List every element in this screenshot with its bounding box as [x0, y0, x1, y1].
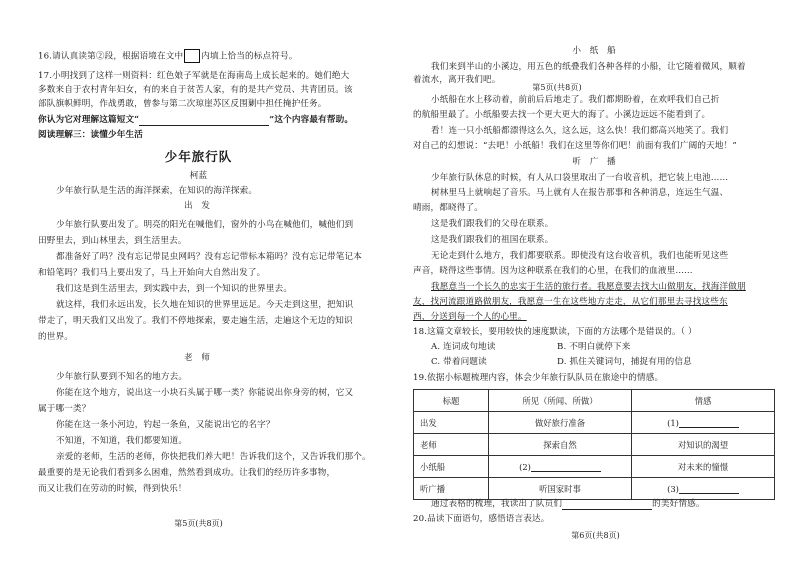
question-17-prompt	[38, 115, 353, 126]
paragraph-line: 你能在这一条小河边，钓起一条鱼，又能说出它的名字？	[56, 420, 275, 430]
paragraph-line: 着流水，离开我们吧。	[413, 75, 501, 85]
paragraph-line: 最重要的是无论我们看到多么困难，然然看到成功。让我们的经历许多事物，	[38, 468, 336, 478]
paragraph-line: 无论走到什么地方，我们都要联系。即使没有这台收音机，我们也能听见这些	[431, 251, 729, 261]
summary-text-end: 的美好情感。	[652, 499, 705, 509]
paragraph-line: 我们来到半山的小溪边，用五色的纸叠我们各种各样的小船，让它随着微风，顺着	[431, 62, 746, 72]
answer-blank[interactable]	[679, 427, 739, 428]
table-cell: 探索自然	[489, 434, 632, 456]
table-cell: 出发	[414, 412, 489, 434]
paragraph-line: 田野里去，到山林里去，到生活里去。	[38, 236, 187, 246]
table-cell: 听广播	[414, 478, 489, 500]
paragraph-line: 少年旅行队要到不知名的地方去。	[56, 372, 188, 382]
option-b[interactable]: B. 不明白就停下来	[557, 342, 631, 352]
table-cell: 老师	[414, 434, 489, 456]
table-header: 情感	[632, 390, 775, 412]
table-row	[414, 434, 775, 456]
question-17-line: 部队旗帜鲜明，作战勇敢，曾参与第二次琼崖苏区反围剿中担任掩护任务。	[38, 99, 327, 109]
paragraph-line: 都准备好了吗？没有忘记带昆虫网吗？没有忘记带标本箱吗？没有忘记带笔记本	[56, 252, 363, 262]
blank-label: (3)	[667, 483, 679, 494]
option-c[interactable]: C. 带着问题读	[431, 357, 487, 367]
mid-page-label: 第5页(共8页)	[532, 83, 582, 92]
underlined-line: 友，找河流跟道路做朋友，我愿意一生在这些地方走走，从它们那里去寻找这些东	[413, 297, 728, 307]
answer-blank[interactable]	[139, 125, 269, 126]
paragraph-line: 不知道，不知道，我们都要知道。	[56, 436, 188, 446]
emotion-table	[413, 389, 775, 500]
article-intro: 少年旅行队是生活的海洋探索，在知识的海洋探索。	[56, 186, 258, 196]
section-heading: 阅读理解三：读懂少年生活	[38, 130, 143, 140]
paragraph-line: 的世界。	[38, 332, 73, 342]
answer-blank[interactable]	[531, 471, 601, 472]
table-cell: 做好旅行准备	[489, 412, 632, 434]
answer-cell[interactable]	[632, 478, 775, 500]
option-a[interactable]: A. 连词成句地读	[431, 342, 496, 352]
subheading-paper-boat: 小 纸 船	[572, 46, 619, 56]
table-cell: 对知识的渴望	[632, 434, 775, 456]
paragraph-line: 属于哪一类？	[38, 404, 91, 414]
table-header-row	[414, 390, 775, 412]
table-cell: 小纸船	[414, 456, 489, 478]
answer-blank[interactable]	[679, 493, 739, 494]
table-cell: 听国家时事	[489, 478, 632, 500]
question-16-text-end: 内填上恰当的标点符号。	[201, 51, 298, 62]
answer-blank[interactable]	[562, 509, 652, 510]
question-17-prompt-text-end: ”这个内容最有帮助。	[269, 115, 354, 125]
article-title: 少年旅行队	[164, 149, 233, 164]
punctuation-box[interactable]	[184, 49, 200, 63]
paragraph-line: 晴雨，都晓得了。	[413, 203, 483, 213]
paragraph-line: 我们这是到生活里去，到实践中去，到一个知识的世界里去。	[56, 284, 293, 294]
paragraph-line: 这是我们跟我们的祖国在联系。	[431, 235, 554, 245]
table-cell: 对未来的憧憬	[632, 456, 775, 478]
paragraph-line: 声音，晓得这些事情。因为这种联系在我们的心里，在我们的血液里……	[413, 266, 693, 276]
question-16	[38, 49, 297, 63]
paragraph-line: 和铅笔吗？我们马上要出发了，马上开始向大自然出发了。	[38, 268, 266, 278]
paragraph-line: 小纸船在水上移动着，前前后后地走了。我们都期盼着，在欢呼我们自己折	[431, 95, 720, 105]
paragraph-line: 这是我们跟我们的父母在联系。	[431, 219, 554, 229]
question-16-text: 16.请认真读第②段，根据语境在文中	[38, 51, 184, 62]
paragraph-line: 带走了，明天我们又出发了。我们不停地探索，要走遍生活，走遍这个无边的知识	[38, 316, 353, 326]
paragraph-line: 少年旅行队要出发了。明亮的阳光在喊他们，窗外的小鸟在喊他们，喊他们到	[56, 220, 354, 230]
question-17-line: 17.小明找到了这样一则资料：红色娘子军就是在海南岛上成长起来的。她们绝大	[38, 71, 350, 81]
article-author: 柯蓝	[189, 171, 208, 181]
paragraph-line: 的航船里最了。小纸船要去找一个更大更大的海了。小溪边远远不能看到了。	[413, 110, 711, 120]
option-d[interactable]: D. 抓住关键词句，捕捉有用的信息	[557, 357, 692, 367]
question-20: 20.品读下面语句，感悟语言表达。	[413, 514, 550, 524]
blank-label: (1)	[667, 417, 679, 428]
question-17-line: 多数来自于农村青年妇女，有的来自于贫苦人家，有的是共产党员、共青团员。该	[38, 85, 353, 95]
answer-cell[interactable]	[489, 456, 632, 478]
paragraph-line: 看！连一只小纸船都漂得这么久，这么远，这么快！我们都高兴地笑了。我们	[431, 126, 729, 136]
subheading-depart: 出 发	[184, 201, 213, 211]
table-header: 标题	[414, 390, 489, 412]
underlined-line: 西，分送到每一个人的心里。	[413, 312, 527, 322]
table-row	[414, 412, 775, 434]
question-19-summary	[431, 499, 705, 510]
paragraph-line: 亲爱的老师，生活的老师，你快把我们养大吧！告诉我们这个，又告诉我们那个。	[56, 452, 371, 462]
summary-text: 通过表格的梳理，我读出了队员们	[431, 499, 563, 509]
paragraph-line: 而又让我们在劳动的时候，得到快乐！	[38, 484, 187, 494]
question-19: 19.依据小标题梳理内容，体会少年旅行队队员在旅途中的情感。	[413, 373, 664, 383]
question-17-prompt-text: 你认为它对理解这篇短文“	[38, 115, 140, 125]
subheading-teacher: 老 师	[184, 353, 213, 363]
paragraph-line: 你能在这个地方，说出这一小块石头属于哪一类？你能说出你身旁的树，它又	[56, 388, 354, 398]
subheading-radio: 听 广 播	[572, 157, 619, 167]
paragraph-line: 就这样，我们永远出发，长久地在知识的世界里远足。今天走到这里，把知识	[56, 300, 354, 310]
paragraph-line: 树林里马上就响起了音乐。马上就有人在报告那事和各种消息，连远生气温、	[431, 188, 729, 198]
table-row	[414, 456, 775, 478]
table-row	[414, 478, 775, 500]
blank-label: (2)	[519, 461, 531, 472]
page-footer: 第5页(共8页)	[174, 519, 223, 528]
question-18: 18.这篇文章较长，要用较快的速度默读，下面的方法哪个是错误的。（ ）	[413, 327, 697, 337]
paragraph-line: 对自己的幻想说：“去吧！小纸船！我们在这里等你们吧！前面有我们广阔的天地！”	[413, 141, 737, 151]
underlined-line: 我愿意当一个长久的忠实于生活的旅行者。我愿意要去找大山做朋友，找海洋做朋	[431, 282, 746, 292]
answer-cell[interactable]	[632, 412, 775, 434]
paragraph-line: 少年旅行队休息的时候，有人从口袋里取出了一台收音机，把它装上电池……	[431, 173, 729, 183]
page-footer: 第6页(共8页)	[571, 531, 620, 540]
table-header: 所见（所闻、所做）	[489, 390, 632, 412]
